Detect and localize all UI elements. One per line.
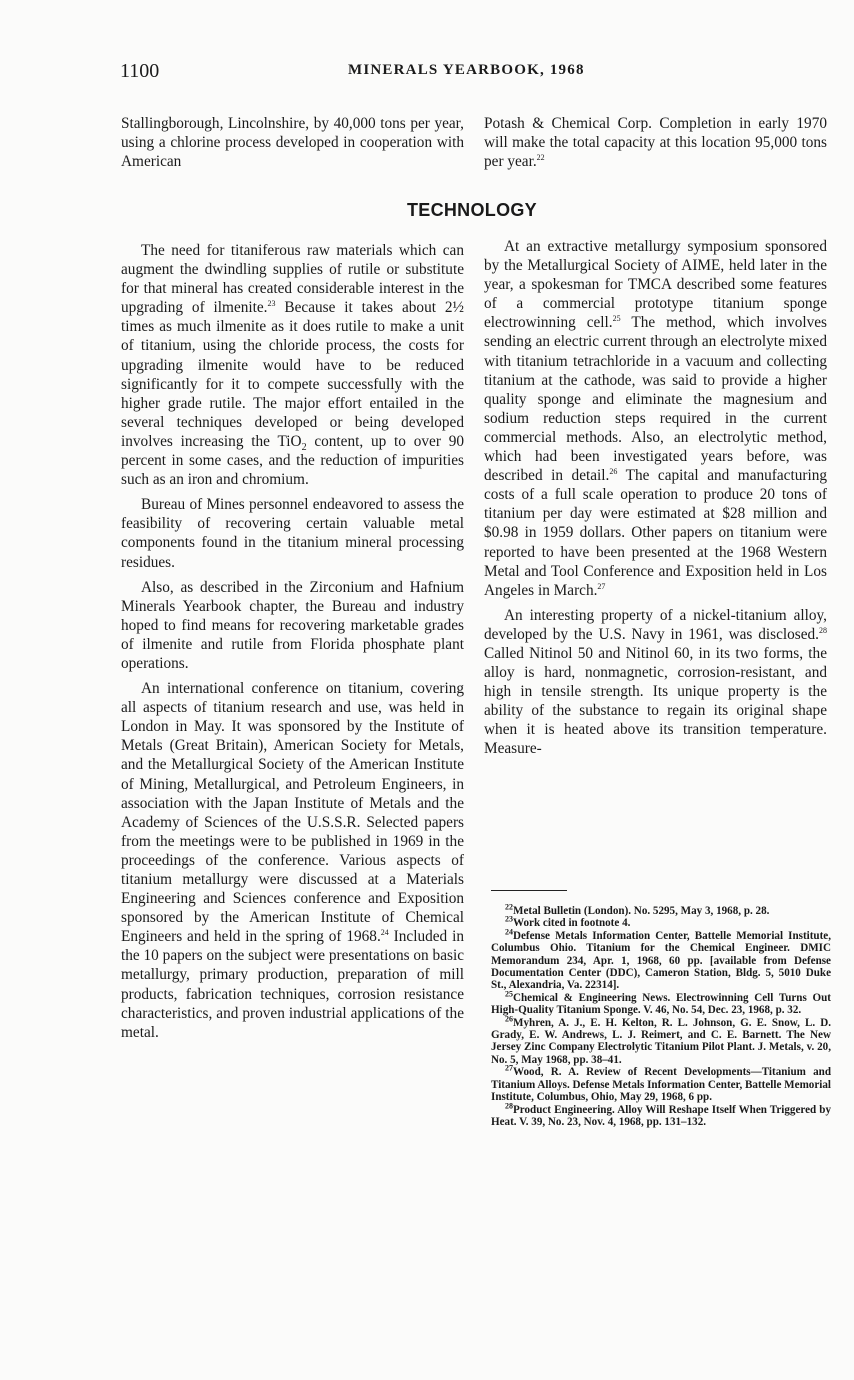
footnote-ref[interactable]: 23 — [267, 299, 276, 309]
page-header — [120, 60, 740, 84]
footnote: $^{25}$Chemical & Engineering News. Electrowinning Cell Turns Out High-Quality Titanium Sponge. V. 46, No. 54, Dec. 23, 1968, p. 32. — [491, 989, 831, 1017]
paragraph: Potash & Chemical Corp. Completion in early 1970 will make the total capacity at this location 95,000 tons per year.$^{22}$ — [484, 115, 827, 171]
footnote-ref[interactable]: 22 — [536, 153, 545, 163]
section-title: TECHNOLOGY — [406, 200, 537, 220]
right-column — [484, 237, 827, 765]
footnote-ref[interactable]: 26 — [609, 467, 618, 477]
footnote: $^{22}$Metal Bulletin (London). No. 5295, May 3, 1968, p. 28. — [505, 902, 770, 917]
left-column — [121, 241, 464, 1048]
paragraph: The need for titaniferous raw materials which can augment the dwindling supplies of rutile or substitute for that mineral has created considerable interest in the upgrading of ilmenite.$^{23}$ Because it takes about 2½ times as much ilmenite as it does rutile to make a unit of titanium, using the chloride process, the costs for upgrading ilmenite would have to be reduced significantly for it to compete successfully with the higher grade rutile. The major effort entailed in the several techniques developed or being developed involves increasing the TiO$_2$ content, up to over 90 percent in some cases, and the reduction of impurities such as an iron and chromium. — [121, 242, 464, 489]
paragraph: An international conference on titanium, covering all aspects of titanium research and use, was held in London in May. It was sponsored by the Institute of Metals (Great Britain), American Society for Metals, and the Metallurgical Society of the American Institute of Mining, Metallurgical, and Petroleum Engineers, in association with the Japan Institute of Metals and the Academy of Sciences of the U.S.S.R. Selected papers from the meetings were to be published in 1969 in the proceedings of the conference. Various aspects of titanium metallurgy were discussed at a Materials Engineering and Sciences conference and Exposition sponsored by the American Institute of Chemical Engineers and held in the spring of 1968.24 Included in the 10 papers on the subject were presentations on basic metallurgy, primary production, preparation of mill products, fabrication techniques, corrosion resistance characteristics, and proven industrial applications of the metal. — [121, 680, 464, 1041]
footnote: $^{23}$Work cited in footnote 4. — [505, 914, 631, 930]
paragraph: At an extractive metallurgy symposium sponsored by the Metallurgical Society of AIME, held later in the year, a spokesman for TMCA described some features of a commercial prototype titanium sponge electrowinning cell.$^{25}$ The method, which involves sending an electric current through an electrolyte mixed with titanium tetrachloride in a vacuum and collecting titanium at the cathode, was said to provide a higher quality sponge and eliminate the magnesium and sodium reduction steps required in the current commercial methods. Also, an electrolytic method, which had been investigated years before, was described in detail.$^{26}$ The capital and manufacturing costs of a full scale operation to produce 20 tons of titanium per day were estimated at $28 million and $0.98 in 1959 dollars. Other papers on titanium were reported to have been presented at the 1968 Western Metal and Tool Conference and Exposition held in Los Angeles in March.$^{27}$ — [484, 238, 827, 599]
running-head: MINERALS YEARBOOK, 1968 — [348, 62, 585, 78]
paragraph: Stallingborough, Lincolnshire, by 40,000 tons per year, using a chlorine process developed in cooperation with American — [121, 115, 464, 171]
footnote-ref[interactable]: 27 — [597, 581, 606, 591]
footnote-ref[interactable]: 25 — [612, 314, 621, 324]
footnote-ref[interactable]: 28 — [819, 625, 827, 635]
footnote: $^{27}$Wood, R. A. Review of Recent Developments—Titanium and Titanium Alloys. Defense Metals Information Center, Battelle Memorial Institute, Columbus, Ohio, May 29, 1968, 6 pp. — [491, 1063, 831, 1104]
footnote: $^{28}$Product Engineering. Alloy Will Reshape Itself When Triggered by Heat. V. 39, No. 23, Nov. 4, 1968, pp. 131–132. — [491, 1100, 831, 1128]
footnote-ref[interactable]: 24 — [380, 928, 389, 938]
page-number: 1100 — [120, 60, 160, 82]
footnotes — [491, 902, 831, 1128]
footnote-divider — [491, 890, 567, 891]
top-right-paragraph — [484, 114, 827, 177]
footnote: $^{24}$Defense Metals Information Center, Battelle Memorial Institute, Columbus Ohio. Titanium for the Chemical Engineer. DMIC Memorandum 234, Apr. 1, 1968, 60 pp. [available from Defense Documentation Center (DDC), Cameron Station, Bldg. 5, 5010 Duke St., Alexandria, Va. 22314]. — [491, 927, 831, 992]
paragraph: Bureau of Mines personnel endeavored to assess the feasibility of recovering certain valuable metal components found in the titanium mineral processing residues. — [121, 496, 464, 571]
footnote: $^{26}$Myhren, A. J., E. H. Kelton, R. L. Johnson, G. E. Snow, L. D. Grady, E. W. Andrews, L. J. Reimert, and C. E. Barnett. The New Jersey Zinc Company Electrolytic Titanium Pilot Plant. J. Metals, v. 20, No. 5, May 1968, pp. 38–41. — [491, 1013, 831, 1066]
paragraph: Also, as described in the Zirconium and Hafnium Minerals Yearbook chapter, the Bureau and industry hoped to find means for recovering marketable grades of ilmenite and rutile from Florida phosphate plant operations. — [121, 578, 464, 672]
top-left-paragraph — [121, 114, 464, 177]
paragraph: An interesting property of a nickel-titanium alloy, developed by the U.S. Navy in 1961, was disclosed.$^{28}$ Called Nitinol 50 and Nitinol 60, in its two forms, the alloy is hard, nonmagnetic, corrosion-resistant, and high in tensile strength. Its unique property is the ability of the substance to regain its original shape when it is heated above its transition temperature. Measure- — [484, 606, 827, 758]
